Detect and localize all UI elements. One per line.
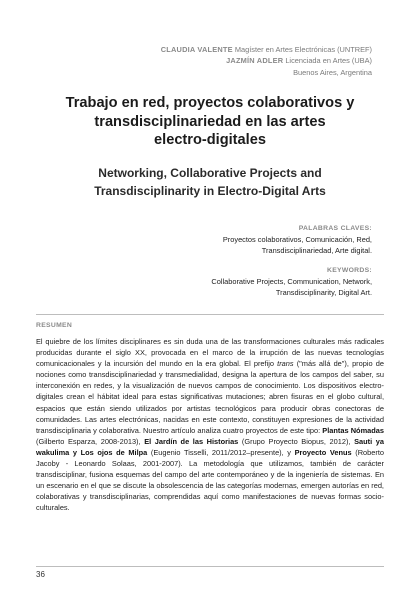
author-block	[161, 44, 372, 78]
author-description: Magíster en Artes Electrónicas (UNTREF)	[234, 45, 372, 54]
author-line	[161, 44, 372, 55]
author-line	[161, 55, 372, 66]
title-line: Networking, Collaborative Projects and	[98, 166, 322, 180]
abstract-heading: RESUMEN	[36, 322, 73, 329]
author-location: Buenos Aires, Argentina	[293, 67, 372, 77]
author-name: CLAUDIA VALENTE	[160, 45, 233, 54]
author-name: JAZMÍN ADLER	[226, 56, 284, 66]
title-english	[40, 164, 380, 200]
abstract-text	[36, 336, 384, 514]
title-line: electro-digitales	[154, 132, 266, 148]
abstract-segment: (Grupo Proyecto Biopus, 2012),	[238, 436, 355, 446]
author-description: Licenciada en Artes (UBA)	[285, 56, 372, 66]
abstract-segment: (Gilberto Esparza, 2008-2013),	[36, 436, 145, 446]
project-name: Plantas Nómadas	[322, 425, 384, 435]
keywords-line: Transdisciplinarity, Digital Art.	[275, 288, 372, 298]
abstract-segment: (Roberto Jacoby - Leonardo Solaas, 2001-2007). La metodología que utilizamos, también de carácter transdisciplinar, fusiona esquemas del campo del arte contemporáneo y de la ingeniería de sistemas. En un escenario en el que se discute la obsolescencia de las categorías modernas, emergen autorías en red, colaborativas y transdisciplinarias, comprendidas aquí como manifestaciones de nuevas formas socio-culturales.	[36, 447, 384, 513]
title-spanish	[40, 94, 380, 150]
project-name: Sauti ya wakulima y Los ojos de Milpa	[36, 436, 385, 457]
project-name: El Jardín de las Historias	[144, 436, 239, 446]
keywords-label: PALABRAS CLAVES:	[298, 225, 372, 232]
divider	[36, 566, 384, 567]
keywords-line: Collaborative Projects, Communication, Network,	[211, 277, 372, 286]
divider	[36, 314, 384, 315]
keywords-line: Transdisciplinariedad, Arte digital.	[261, 246, 372, 256]
abstract-italic: trans	[277, 359, 294, 369]
keywords-spanish	[112, 224, 372, 257]
abstract-segment: El quiebre de los límites disciplinares es sin duda una de las transformaciones culturales más radicales producidas durante el siglo XX, provocada en el marco de la irrupción de las nuevas tecnologías comunicacionales y la incursión del mundo en la era global. El prefijo	[36, 337, 384, 369]
keywords-line: Proyectos colaborativos, Comunicación, Red,	[222, 235, 372, 244]
keywords-english	[112, 266, 372, 299]
abstract-segment: ("más allá de"), propio de nociones como transdisciplinariedad y transmedialidad, designa la apertura de los campos del saber, su interconexión en redes, y la visualización de nuevos campos de conocimiento. Los dispositivos electro-digitales crean el hábitat ideal para estas significativas mutaciones; abren fisuras en el globo cultural, espacios que están siendo utilizados por artistas tecnológicos para producir obras conectoras de comunidades. Las artes electrónicas, nacidas en este contexto, constituyen expresiones de la actividad transdisciplinaria y colaborativa. Nuestro artículo analiza cuatro proyectos de este tipo:	[36, 359, 384, 435]
title-line: transdisciplinariedad en las artes	[94, 113, 326, 130]
title-line: Transdisciplinarity in Electro-Digital Arts	[94, 184, 326, 198]
project-name: Proyecto Venus	[294, 447, 352, 457]
page-number: 36	[36, 570, 45, 579]
keywords-label: KEYWORDS:	[327, 267, 372, 274]
abstract-segment: (Eugenio Tisselli, 2011/2012–presente), y	[147, 447, 295, 457]
title-line: Trabajo en red, proyectos colaborativos y	[65, 95, 355, 111]
